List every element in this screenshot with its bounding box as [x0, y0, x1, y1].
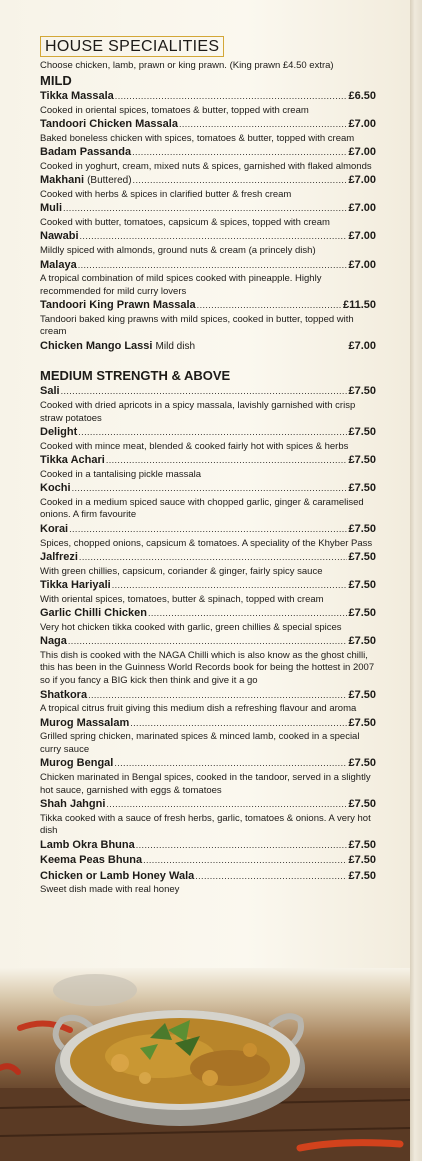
dish-name: Tandoori Chicken Massala	[40, 118, 178, 131]
dish-name-wrap	[40, 89, 114, 105]
menu-item	[40, 688, 376, 716]
menu-item	[40, 606, 376, 634]
dish-name-wrap	[40, 797, 105, 813]
menu-item	[40, 384, 376, 425]
dish-description: Spices, chopped onions, capsicum & tomatoes. A speciality of the Khyber Pass	[40, 537, 373, 549]
menu-item-row	[40, 853, 376, 869]
menu-item-row	[40, 384, 376, 400]
dish-name-wrap	[40, 853, 142, 869]
menu-item	[40, 550, 376, 578]
menu-item	[40, 201, 376, 229]
menu-item	[40, 481, 376, 522]
menu-item	[40, 298, 376, 339]
dish-note: (Buttered)	[87, 175, 132, 187]
dish-description: Mildly spiced with almonds, ground nuts & cream (a princely dish)	[40, 244, 316, 256]
dish-name-wrap	[40, 550, 78, 566]
dish-name: Tikka Hariyali	[40, 579, 111, 592]
dish-price: £7.50	[348, 426, 376, 439]
dish-description: Cooked in a medium spiced sauce with chopped garlic, ginger & caramelised onions. A firm favourite	[40, 496, 364, 521]
dish-price: £7.00	[348, 118, 376, 131]
menu-item	[40, 173, 376, 201]
dish-name-wrap	[40, 578, 111, 594]
dish-description: Sweet dish made with real honey	[40, 884, 180, 896]
dish-name-wrap	[40, 522, 68, 538]
dish-description: With green chillies, capsicum, coriander & ginger, fairly spicy sauce	[40, 565, 323, 577]
dot-leader	[112, 578, 348, 594]
menu-item	[40, 258, 376, 299]
dot-leader	[61, 384, 348, 400]
dish-price: £7.00	[348, 339, 376, 352]
menu-item	[40, 339, 376, 355]
dot-leader	[69, 522, 347, 538]
dish-description: Cooked in a tantalising pickle massala	[40, 468, 202, 480]
dish-name: Badam Passanda	[40, 146, 132, 159]
menu-item	[40, 522, 376, 550]
dish-name: Naga	[40, 635, 67, 648]
dish-description: Cooked with herbs & spices in clarified butter & fresh cream	[40, 188, 292, 200]
menu-item	[40, 838, 376, 854]
menu-item	[40, 578, 376, 606]
dish-name: Lamb Okra Bhuna	[40, 838, 135, 851]
dish-name: Muli	[40, 202, 62, 215]
dish-description: Chicken marinated in Bengal spices, cooked in the tandoor, served in a slightly hot sauce, garnished with eggs & tomatoes	[40, 771, 371, 796]
dot-leader	[63, 201, 347, 217]
menu-item-row	[40, 522, 376, 538]
dish-name: Chicken or Lamb Honey Wala	[40, 869, 195, 882]
dish-name: Korai	[40, 523, 69, 535]
dot-leader	[133, 173, 348, 189]
dish-name-wrap	[40, 384, 60, 400]
dish-price: £7.50	[348, 688, 376, 701]
dot-leader	[79, 550, 348, 566]
menu-item-row	[40, 229, 376, 245]
menu-item-row	[40, 481, 376, 497]
dish-name-wrap	[40, 869, 194, 885]
menu-item-row	[40, 173, 376, 189]
dish-price: £7.00	[348, 230, 376, 243]
dish-description: This dish is cooked with the NAGA Chilli which is also know as the ghost chilli, this has been in the Guinness World Records book for being the hottest in 2007 so if you fancy a BIG kick then think and give it a go	[40, 649, 375, 687]
dish-name-wrap	[40, 716, 129, 732]
dish-price: £7.50	[348, 579, 376, 592]
menu-item-row	[40, 578, 376, 594]
dot-leader	[106, 797, 347, 813]
menu-item	[40, 229, 376, 257]
dish-description: Cooked with dried apricots in a spicy massala, lavishly garnished with crisp straw potatoes	[40, 399, 356, 424]
dish-name-wrap	[40, 145, 131, 161]
dish-name: Keema Peas Bhuna	[40, 854, 143, 867]
dish-price: £7.00	[348, 146, 376, 159]
section-title: HOUSE SPECIALITIES	[40, 36, 224, 57]
dish-price: £7.50	[348, 798, 376, 811]
dish-description: Grilled spring chicken, marinated spices & minced lamb, cooked in a special curry sauce	[40, 731, 360, 755]
dish-description: Cooked in oriental spices, tomatoes & butter, topped with cream	[40, 104, 309, 116]
dish-name: Kochi	[40, 482, 71, 495]
curry-dish-photo	[0, 968, 410, 1161]
dot-leader	[72, 481, 348, 497]
dot-leader	[78, 425, 347, 441]
menu-item-row	[40, 89, 376, 105]
menu-item-row	[40, 688, 376, 704]
dish-name-wrap	[40, 339, 195, 355]
dot-leader	[106, 453, 348, 469]
menu-item	[40, 117, 376, 145]
dish-price: £7.50	[348, 869, 376, 882]
menu-item-row	[40, 145, 376, 161]
dish-name: Sali	[40, 385, 60, 398]
dot-leader	[78, 258, 348, 274]
dish-name: Delight	[40, 426, 78, 439]
menu-item-row	[40, 606, 376, 622]
menu-item	[40, 797, 376, 838]
dot-leader	[88, 688, 347, 704]
dot-leader	[68, 634, 348, 650]
dish-name: Makhani	[40, 174, 85, 187]
menu-item	[40, 716, 376, 757]
dish-name-wrap	[40, 453, 105, 469]
menu-item	[40, 853, 376, 869]
menu-item	[40, 453, 376, 481]
dish-name-wrap	[40, 258, 77, 274]
dish-note: Mild dish	[155, 340, 196, 352]
mild-heading: MILD	[40, 73, 72, 88]
menu-item-row	[40, 298, 376, 314]
dot-leader	[143, 853, 347, 869]
menu-item-row	[40, 339, 376, 355]
dish-name-wrap	[40, 688, 87, 704]
dish-name-wrap	[40, 756, 113, 772]
dish-name: Murog Massalam	[40, 716, 130, 729]
menu-item	[40, 145, 376, 173]
dot-leader	[130, 716, 347, 732]
dish-name: Garlic Chilli Chicken	[40, 607, 147, 620]
dot-leader	[197, 298, 342, 314]
dish-name-wrap	[40, 425, 77, 441]
dish-description: Cooked with mince meat, blended & cooked fairly hot with spices & herbs	[40, 440, 349, 452]
menu-item-row	[40, 797, 376, 813]
menu-item-row	[40, 756, 376, 772]
dish-price: £7.50	[348, 523, 376, 535]
dish-name-wrap	[40, 298, 196, 314]
dish-price: £7.50	[348, 454, 376, 467]
menu-item-row	[40, 201, 376, 217]
menu-item	[40, 634, 376, 687]
dish-name-wrap	[40, 838, 135, 854]
dish-description: Tandoori baked king prawns with mild spices, cooked in butter, topped with cream	[40, 313, 354, 338]
dish-price: £7.50	[348, 482, 376, 495]
menu-item-row	[40, 716, 376, 732]
menu-item	[40, 425, 376, 453]
menu-item-row	[40, 425, 376, 441]
dish-description: A tropical combination of mild spices cooked with pineapple. Highly recommended for mild curry lovers	[40, 273, 322, 297]
dish-name-wrap	[40, 481, 71, 497]
dish-name: Shah Jahgni	[40, 798, 106, 811]
page-edge	[410, 0, 422, 1161]
dot-leader	[148, 606, 347, 622]
dish-price: £7.50	[348, 635, 376, 648]
medium-heading: MEDIUM STRENGTH & ABOVE	[40, 368, 231, 384]
menu-item	[40, 869, 376, 897]
dish-price: £7.50	[348, 607, 376, 620]
dish-name-wrap	[40, 201, 62, 217]
dish-name-wrap	[40, 634, 67, 650]
dish-description: Cooked with butter, tomatoes, capsicum & spices, topped with cream	[40, 216, 330, 228]
dish-name-wrap	[40, 606, 147, 622]
dish-price: £7.00	[348, 174, 376, 187]
dot-leader	[195, 869, 347, 885]
dot-leader	[80, 229, 348, 245]
curry-dish-icon	[0, 968, 410, 1161]
dish-name: Murog Bengal	[40, 757, 114, 770]
dish-name: Tikka Massala	[40, 90, 114, 102]
dish-name: Chicken Mango Lassi	[40, 339, 153, 352]
menu-item-row	[40, 838, 376, 854]
dish-name: Nawabi	[40, 230, 79, 243]
dish-name-wrap	[40, 229, 79, 245]
dish-description: Cooked in yoghurt, cream, mixed nuts & spices, garnished with flaked almonds	[40, 160, 372, 172]
menu-item-row	[40, 634, 376, 650]
mild-item-list	[40, 89, 376, 354]
dish-name: Tandoori King Prawn Massala	[40, 299, 196, 312]
dish-name: Malaya	[40, 258, 77, 271]
dot-leader	[132, 145, 347, 161]
dot-leader	[179, 117, 348, 133]
dish-price: £7.50	[348, 757, 376, 770]
menu-item	[40, 89, 376, 117]
menu-item-row	[40, 117, 376, 133]
dot-leader	[136, 838, 348, 854]
dish-price: £7.50	[348, 838, 376, 851]
dish-price: £7.50	[348, 551, 376, 564]
menu-content	[40, 36, 376, 897]
dish-price: £11.50	[342, 299, 376, 312]
menu-item-row	[40, 453, 376, 469]
dot-leader	[115, 89, 348, 105]
dish-name: Tikka Achari	[40, 454, 105, 467]
dot-leader	[114, 756, 347, 772]
dish-description: A tropical citrus fruit giving this medium dish a refreshing flavour and aroma	[40, 703, 357, 715]
dish-price: £7.50	[348, 385, 376, 398]
dish-name: Shatkora	[40, 688, 88, 701]
menu-item-row	[40, 258, 376, 274]
menu-item-row	[40, 869, 376, 885]
dish-price: £6.50	[348, 90, 376, 102]
dish-price: £7.00	[348, 202, 376, 215]
dish-price: £7.50	[348, 854, 376, 867]
dish-description: Tikka cooked with a sauce of fresh herbs, garlic, tomatoes & onions. A very hot dish	[40, 812, 371, 837]
dish-description: Very hot chicken tikka cooked with garlic, green chillies & special spices	[40, 621, 342, 633]
dish-description: With oriental spices, tomatoes, butter & spinach, topped with cream	[40, 593, 324, 605]
intro-text: Choose chicken, lamb, prawn or king prawn. (King prawn £4.50 extra)	[40, 60, 334, 71]
dish-description: Baked boneless chicken with spices, tomatoes & butter, topped with cream	[40, 132, 355, 144]
dish-name-wrap	[40, 117, 178, 133]
menu-item	[40, 756, 376, 797]
dish-name: Jalfrezi	[40, 551, 78, 564]
dish-name-wrap	[40, 173, 132, 189]
dish-price: £7.00	[348, 258, 376, 271]
medium-item-list	[40, 384, 376, 896]
menu-item-row	[40, 550, 376, 566]
dish-price: £7.50	[348, 716, 376, 729]
